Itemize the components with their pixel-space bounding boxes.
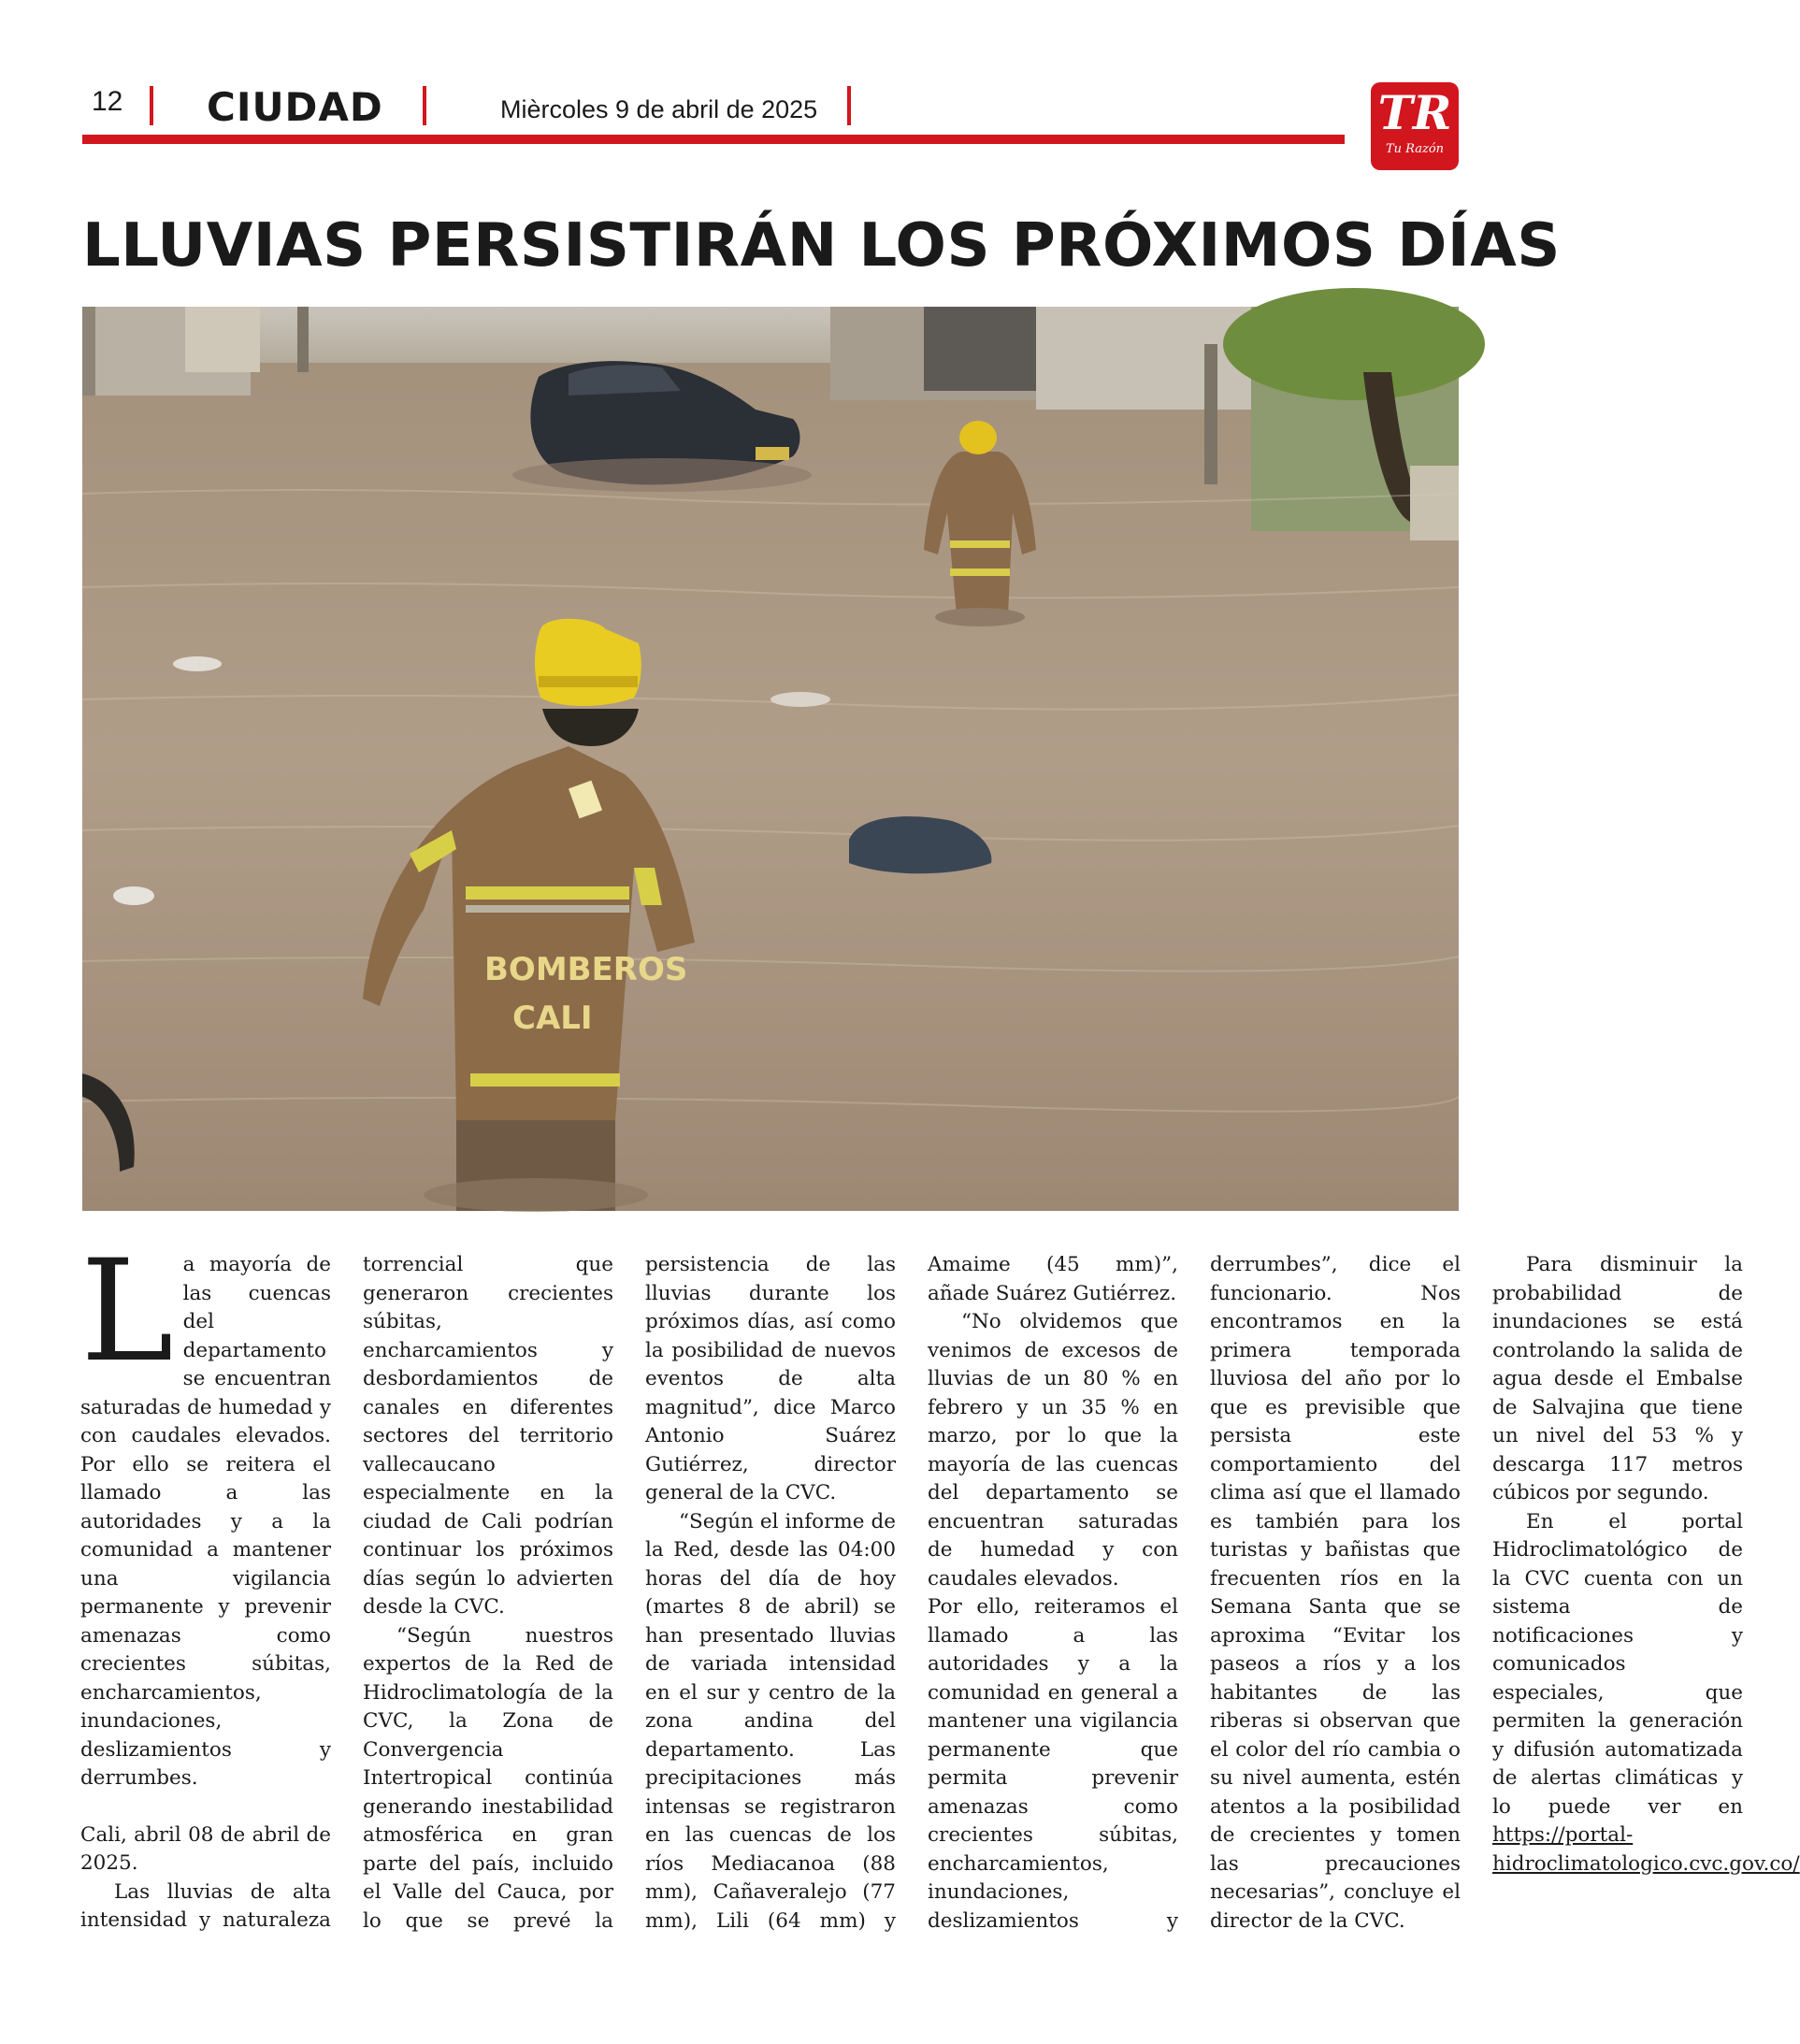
article-paragraph: Por ello, reiteramos el llamado a las autoridades y a la comunidad en general a mantener una vigilancia permanente que permita prevenir amenazas como crecientes súbitas, encharcamientos, inundaciones, deslizamientos y derrumbes”, dice el funcionario. Nos encontramos en la primera temporada lluviosa del año por lo que es previsible que persista este comportamiento del clima así que el llamado es también para los turistas y bañistas que frecuenten ríos en la Semana Santa que se aproxima “Evitar los paseos a ríos y a los habitantes de las riberas si observan que el color del río cambia o su nivel aumenta, estén atentos a la posibilidad de crecientes y tomen las precauciones necesarias”, concluye el director de la CVC. bbox=[928, 1253, 1461, 1933]
dateline: Cali, abril 08 de abril de 2025. bbox=[80, 1822, 331, 1875]
logo-mark: TR bbox=[1377, 85, 1452, 140]
news-photo bbox=[82, 307, 1459, 1211]
header-rule bbox=[82, 135, 1345, 144]
article-body bbox=[80, 1231, 1800, 1943]
header-divider bbox=[150, 86, 153, 125]
tu-razon-logo bbox=[1371, 82, 1459, 170]
article-paragraph: “Según el informe de la Red, desde las 04:00 horas del día de hoy (martes 8 de abril) se han presentado lluvias de variada intensidad en el sur y centro de la zona andina del departamento. Las precipitaciones más intensas se registraron en las cuencas de los ríos Mediacanoa (88 mm), Cañaveralejo (77 mm), Lili (64 mm) y Amaime (45 mm)”, añade Suárez Gutiérrez. bbox=[645, 1253, 1178, 1933]
logo-subtitle: Tu Razón bbox=[1385, 142, 1445, 156]
portal-link[interactable]: https://portal-hidroclimatologico.cvc.gov.co/ bbox=[1492, 1823, 1800, 1876]
header-divider bbox=[847, 86, 851, 125]
article-paragraph: “Según nuestros expertos de la Red de Hidroclimatología de la CVC, la Zona de Convergencia Intertropical continúa generando inestabilidad atmosférica en gran parte del país, incluido el Valle del Cauca, por lo que se prevé la persistencia de las lluvias durante los próximos días, así como la posibilidad de nuevos eventos de alta magnitud”, dice Marco Antonio Suárez Gutiérrez, director general de la CVC. bbox=[363, 1253, 896, 1933]
issue-date: Mièrcoles 9 de abril de 2025 bbox=[500, 95, 818, 123]
page-number: 12 bbox=[92, 86, 123, 117]
article-paragraph bbox=[80, 1231, 331, 1793]
article-paragraph: Para disminuir la probabilidad de inundaciones se está controlando la salida de agua desde el Embalse de Salvajina que tiene un nivel del 53 % y descarga 117 metros cúbicos por segundo. bbox=[1492, 1253, 1743, 1504]
page-header bbox=[82, 75, 1345, 150]
drop-cap: L bbox=[80, 1231, 174, 1393]
section-title: CIUDAD bbox=[207, 84, 383, 130]
article-paragraph bbox=[1492, 1508, 1800, 1879]
article-paragraph: “No olvidemos que venimos de excesos de lluvias de un 80 % en febrero y un 35 % en marzo, por lo que la mayoría de las cuencas del departamento se encuentran saturadas de humedad y con caudales elevados. bbox=[928, 1310, 1178, 1591]
article-text: a mayoría de las cuencas del departamento se encuentran saturadas de humedad y con caudales elevados. Por ello se reitera el llamado a las autoridades y a la comunidad a mantener una vigilancia permanente y prevenir amenazas como crecientes súbitas, encharcamientos, inundaciones, deslizamientos y derrumbes. bbox=[80, 1253, 331, 1790]
article-paragraph: Las lluvias de alta intensidad y naturaleza torrencial que generaron crecientes súbitas, encharcamientos y desbordamientos de canales en diferentes sectores del territorio vallecaucano especialmente en la ciudad de Cali podrían continuar los próximos días según lo advierten desde la CVC. bbox=[80, 1253, 613, 1932]
headline: LLUVIAS PERSISTIRÁN LOS PRÓXIMOS DÍAS bbox=[82, 211, 1561, 281]
uniform-text-bomberos: BOMBEROS bbox=[484, 951, 688, 988]
uniform-text-cali: CALI bbox=[512, 1000, 593, 1037]
header-divider bbox=[423, 86, 426, 125]
article-text: En el portal Hidroclimatológico de la CVC cuenta con un sistema de notificaciones y comunicados especiales, que permiten la generación y difusión automatizada de alertas climáticas y lo puede ver en bbox=[1492, 1509, 1743, 1819]
